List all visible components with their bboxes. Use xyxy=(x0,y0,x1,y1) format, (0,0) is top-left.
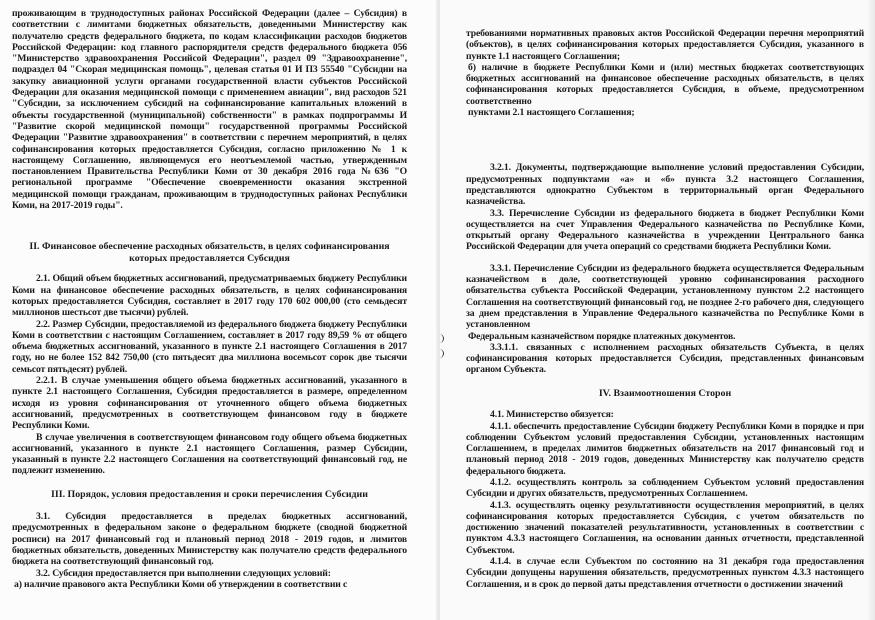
paragraph-4-1-4: 4.1.4. в случае если Субъектом по состоянию на 31 декабря года предоставления Субсидии допущены нарушения обязательств, предусмотренных пунктом 4.3.3 настоящего Соглашения, и в срок до первой даты представления отчетности о достижении значений xyxy=(466,556,864,590)
paragraph-4-1-1: 4.1.1. обеспечить предоставление Субсидии бюджету Республики Коми в порядке и при соблюдении Субъектом условий предоставления Субсидии, установленных настоящим Соглашением, в пределах лимитов бюджетных обязательств на 2017 финансовый год и плановый период 2018 - 2019 годов, доведенных Министерству как получателю средств федерального бюджета. xyxy=(466,420,864,477)
section-heading-3: III. Порядок, условия предоставления и сроки перечисления Субсидии xyxy=(51,488,368,500)
paragraph-increase: В случае увеличения в соответствующем финансовом году общего объема бюджетных ассигнований, указанного в пункте 2.1 настоящего Соглашения, размер Субсидии, указанный в пункте 2.2 настоящего Соглашения на соответствующий финансовый год, не подлежит изменению. xyxy=(12,431,407,477)
paragraph-3-2-a: а) наличие правового акта Республики Коми об утверждении в соответствии с xyxy=(14,578,348,590)
paragraph-2-2-1: 2.2.1. В случае уменьшения общего объема бюджетных ассигнований, указанного в пункте 2.1 настоящего Соглашения, Субсидия предоставляется в размере, определенном исходя из уровня софинансирования от уточненного общего объема бюджетных ассигнований, предусмотренных в соответствующем финансовом году в бюджете Республики Коми. xyxy=(12,375,407,432)
paragraph-intro: проживающим в труднодоступных районах Российской Федерации (далее – Субсидия) в соответствии с лимитами бюджетных обязательств, доведенными Министерству как получателю средств федерального бюджета, по кодам классификации расходов бюджетов Российской Федерации: код главного распорядителя средств федерального бюджета 056 "Министерство здравоохранения Российсой Федерации", раздел 09 "Здравоохранение", подраздел 04 "Скорая медицинская помощь", целевая статья 01 И П3 55540 "Субсидии на закупку авиационной услуги органами государственной власти субъектов Российской Федерации для оказания медицинской помощи с применением авиации", вид расходов 521 "Субсидии, за исключением субсидий на софинансирование капитальных вложений в объекты государственной (муниципальной) собственности" в рамках подпрограммы И "Развитие скорой медицинской помощи" государственной программы Российской Федерации "Развитие здравоохранения" в соответствии с перечнем мероприятий, в целях софинансирования которых предоставляется Субсидия, согласно приложению № 1 к настоящему Соглашению, являющемуся его неотъемлемой частью, утвержденным постановлением Правительства Республики Коми от 30 декабря 2016 года №636 "О региональной программе "Обеспечение своевременности оказания экстренной медицинской помощи гражданам, проживающим в труднодоступных районах Республики Коми, на 2017-2019 годы". xyxy=(12,8,407,212)
binding-mark-icon xyxy=(438,334,444,343)
paragraph-3-1: 3.1. Субсидия предоставляется в пределах бюджетных ассигнований, предусмотренных в федеральном законе о федеральном бюджете (сводной бюджетной росписи) на 2017 финансовый год и плановый период 2018 - 2019 годов, и лимитов бюджетных обязательств, доведенных Министерству как получателю средств федерального бюджета на соответствующий финансовый год. xyxy=(12,511,407,568)
paragraph-4-1: 4.1. Министерство обязуется: xyxy=(490,409,614,421)
paragraph-3-2: 3.2. Субсидия предоставляется при выполнении следующих условий: xyxy=(36,567,331,579)
paragraph-3-2-b: б) наличие в бюджете Республики Коми и (или) местных бюджетах соответствующих бюджетных ассигнований на финансовое обеспечение расходных обязательств, в целях софинансирования которых предоставляется Субсидия, в объеме, предусмотренном соответственно xyxy=(466,61,864,107)
paragraph-4-1-2: 4.1.2. осуществлять контроль за соблюдением Субъектом условий предоставления Субсидии и других обязательств, предусмотренных Соглашением. xyxy=(466,477,864,500)
paragraph-3-2-1: 3.2.1. Документы, подтверждающие выполнение условий предоставления Субсидии, предусмотренных подпунктами «а» и «б» пункта 3.2 настоящего Соглашения, представляются однократно Субъектом в территориальный орган Федерального казначейства. xyxy=(466,162,864,208)
section-heading-4: IV. Взаимоотношения Сторон xyxy=(598,387,732,399)
paragraph-3-3-1-1: 3.3.1.1. связанных с исполнением расходных обязательств Субъекта, в целях софинансирования которых предоставляется Субсидия, представленных финансовым органом Субъекта. xyxy=(466,341,864,376)
paragraph-4-1-3: 4.1.3. осуществлять оценку результативности осуществления мероприятий, в целях софинансирования которых предоставляется Субсидия, с учетом обязательств по достижению значений показателей результативности, установленных в соответствии с пунктом 4.3.3 настоящего Соглашения, на основании данных отчетности, представленной Субъектом. xyxy=(466,499,864,556)
paragraph-3-2-b-end: пунктами 2.1 настоящего Соглашения; xyxy=(468,107,635,119)
paragraph-3-3-1: 3.3.1. Перечисление Субсидии из федерального бюджета осуществляется Федеральным казначейством в доле, соответствующей уровню софинансирования расходного обязательства субъекта Российской Федерации, установленному пунктом 2.2 настоящего Соглашения на соответствующий финансовый год, не позднее 2-го рабочего дня, следующего за днем представления в Управление Федерального казначейства по Республике Коми в установленном xyxy=(466,262,864,331)
paragraph-2-2: 2.2. Размер Субсидии, предоставляемой из федерального бюджета бюджету Республики Коми в соответствии с настоящим Соглашением, составляет в 2017 году 89,59 % от общего объема бюджетных ассигнований, указанного в пункте 2.1 настоящего Соглашения в 2017 году, но не более 152 842 750,00 (сто пятьдесят два миллиона восемьсот сорок две тысячи семьсот пятьдесят) рублей. xyxy=(12,318,407,375)
section-heading-2-line1: II. Финансовое обеспечение расходных обязательств, в целях софинансирования xyxy=(29,241,390,253)
paragraph-3-3-1-end: Федеральным казначейством порядке платежных документов. xyxy=(468,330,736,342)
paragraph-2-1: 2.1. Общий объем бюджетных ассигнований, предусматриваемых бюджету Республики Коми на финансовое обеспечение расходных обязательств, в целях софинансирования которых предоставляется Субсидия, составляет в 2017 году 170 602 000,00 (сто семьдесят миллионов шестьсот две тысячи) рублей. xyxy=(12,273,407,319)
paragraph-3-3: 3.3. Перечисление Субсидии из федерального бюджета в бюджет Республики Коми осуществляется на счет Управления Федерального казначейства по Республике Коми, открытый органу Федерального казначейства в учреждении Центрального банка Российской Федерации для учета операций со средствами бюджета Республики Коми. xyxy=(466,207,864,253)
paragraph-continuation: требованиями нормативных правовых актов Российской Федерации перечня мероприятий (объектов), в целях софинансирования которых предоставляется Субсидия, указанного в пункте 1.1 настоящего Соглашения; xyxy=(466,28,864,62)
binding-mark-icon xyxy=(438,349,444,358)
page-edge xyxy=(868,0,875,620)
section-heading-2-line2: которых предоставляется Субсидия xyxy=(129,252,290,264)
document-page-right xyxy=(440,0,875,620)
